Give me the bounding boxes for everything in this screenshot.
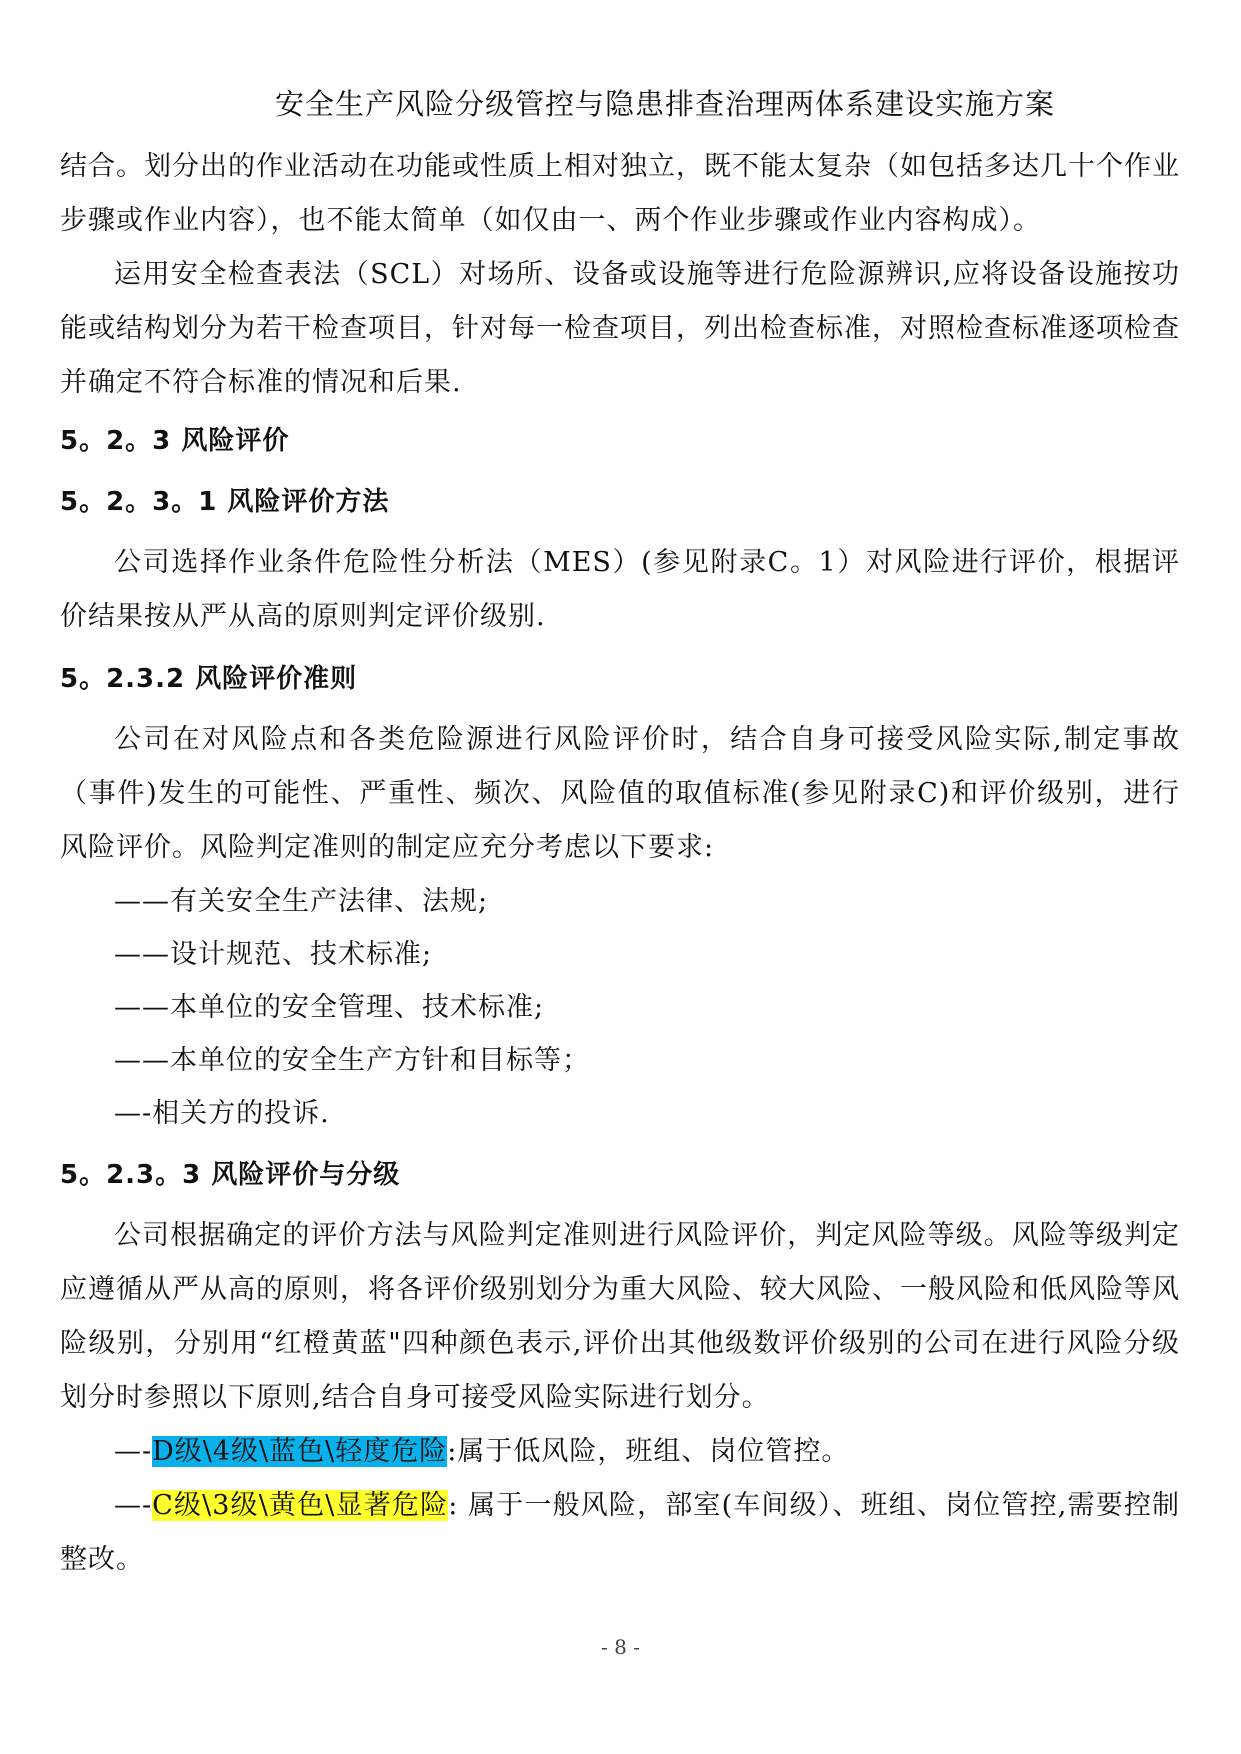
section-heading-5-2-3-3: 5。2.3。3 风险评价与分级 xyxy=(60,1160,401,1190)
requirement-item: ——本单位的安全生产方针和目标等； xyxy=(114,1045,590,1076)
requirement-item: ——设计规范、技术标准; xyxy=(114,939,433,970)
document-body xyxy=(60,140,1180,1587)
risk-level-c-line xyxy=(60,1479,1180,1587)
page-number: - 8 - xyxy=(601,1635,640,1659)
paragraph-evaluation-criteria: 公司在对风险点和各类危险源进行风险评价时，结合自身可接受风险实际,制定事故（事件)发生的可能性、严重性、频次、风险值的取值标准(参见附录C)和评价级别，进行风险评价。风险判定准则的制定应充分考虑以下要求: xyxy=(60,724,1180,863)
requirement-item: ——有关安全生产法律、法规; xyxy=(114,886,489,917)
risk-level-d-desc: :属于低风险，班组、岗位管控。 xyxy=(447,1436,850,1467)
section-heading-5-2-3-1: 5。2。3。1 风险评价方法 xyxy=(60,487,390,517)
requirement-item: ——本单位的安全管理、技术标准; xyxy=(114,992,545,1023)
risk-level-d-tag: D级\4级\蓝色\轻度危险 xyxy=(152,1436,448,1467)
risk-level-c-tag: C级\3级\黄色\显著危险 xyxy=(152,1490,449,1521)
document-header-title: 安全生产风险分级管控与隐患排查治理两体系建设实施方案 xyxy=(274,87,1055,121)
section-heading-5-2-3: 5。2。3 风险评价 xyxy=(60,426,290,456)
risk-level-d-line xyxy=(60,1425,1180,1479)
paragraph-activity-division: 结合。划分出的作业活动在功能或性质上相对独立，既不能太复杂（如包括多达几十个作业步骤或作业内容），也不能太简单（如仅由一、两个作业步骤或作业内容构成）。 xyxy=(60,151,1180,236)
dash-prefix: —- xyxy=(114,1436,153,1467)
requirement-item: —-相关方的投诉. xyxy=(114,1098,330,1129)
paragraph-mes-method: 公司选择作业条件危险性分析法（MES）(参见附录C。1）对风险进行评价，根据评价结果按从严从高的原则判定评价级别. xyxy=(60,547,1180,632)
section-heading-5-2-3-2: 5。2.3.2 风险评价准则 xyxy=(60,664,358,694)
paragraph-risk-grading: 公司根据确定的评价方法与风险判定准则进行风险评价，判定风险等级。风险等级判定应遵循从严从高的原则，将各评价级别划分为重大风险、较大风险、一般风险和低风险等风险级别，分别用“红橙黄蓝"四种颜色表示,评价出其他级数评价级别的公司在进行风险分级划分时参照以下原则,结合自身可接受风险实际进行划分。 xyxy=(60,1220,1180,1413)
risk-level-c-desc: : 属于一般风险，部室(车间级）、班组、岗位管控,需要控制整改。 xyxy=(60,1490,1180,1575)
paragraph-scl-method: 运用安全检查表法（SCL）对场所、设备或设施等进行危险源辨识,应将设备设施按功能或结构划分为若干检查项目，针对每一检查项目，列出检查标准，对照检查标准逐项检查并确定不符合标准的情况和后果. xyxy=(60,259,1180,398)
dash-prefix: —- xyxy=(114,1490,153,1521)
